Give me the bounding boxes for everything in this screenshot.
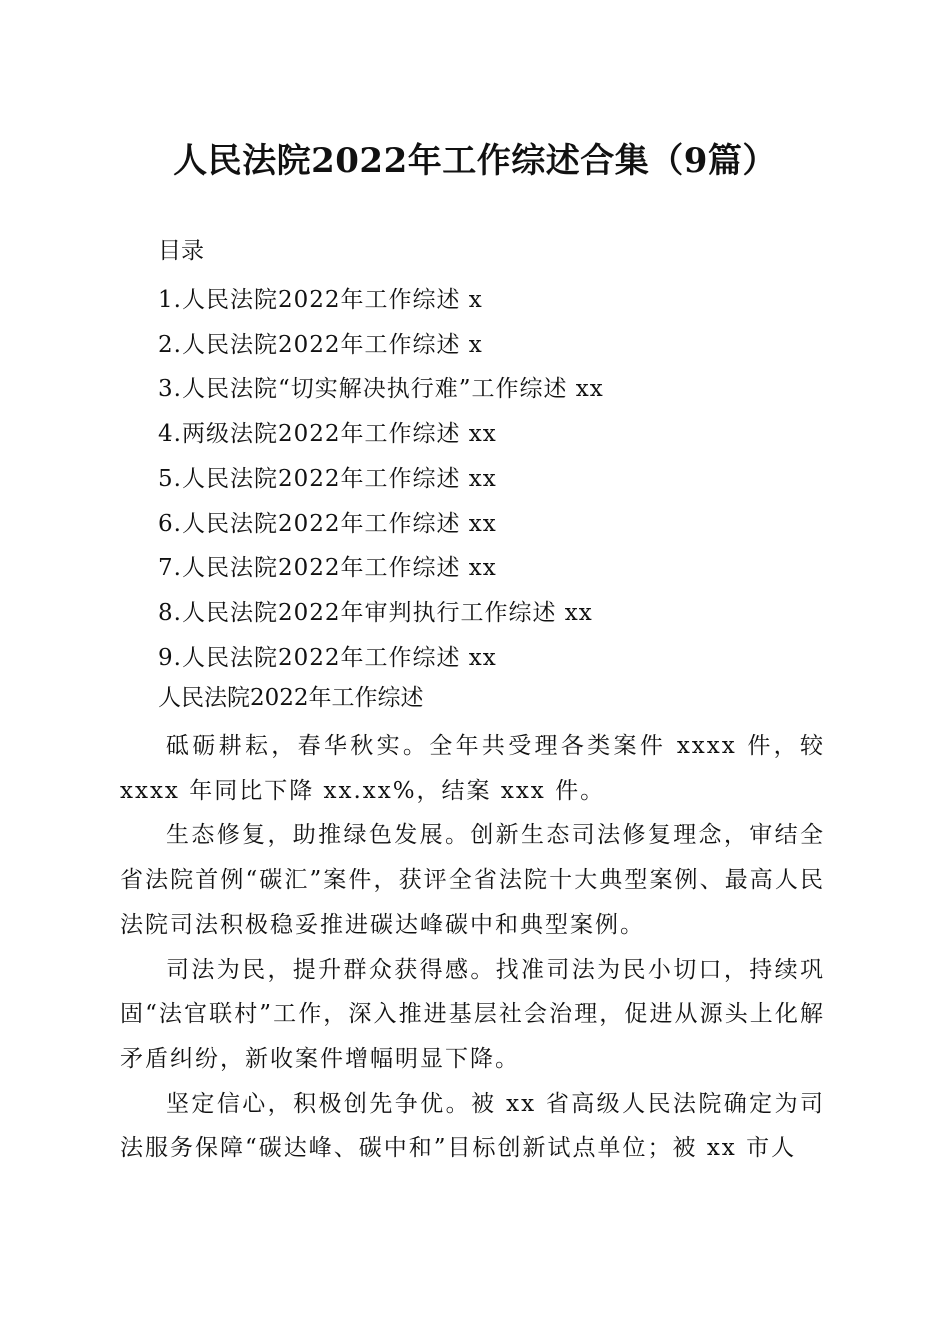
- toc-item: 2.人民法院2022年工作综述 x: [158, 331, 483, 358]
- paragraph: 司法为民，提升群众获得感。找准司法为民小切口，持续巩固“法官联村”工作，深入推进基层社会治理，促进从源头上化解矛盾纠纷，新收案件增幅明显下降。: [120, 956, 825, 1072]
- paragraph: 坚定信心，积极创先争优。被 xx 省高级人民法院确定为司法服务保障“碳达峰、碳中和”目标创新试点单位；被 xx 市人: [120, 1090, 825, 1162]
- document-title: 人民法院2022年工作综述合集（9篇）: [173, 141, 777, 181]
- toc-item: 8.人民法院2022年审判执行工作综述 xx: [158, 599, 593, 626]
- toc-item: 1.人民法院2022年工作综述 x: [158, 287, 483, 313]
- body-text: [120, 724, 825, 1171]
- toc-heading: 目录: [158, 238, 204, 264]
- toc-item: 4.两级法院2022年工作综述 xx: [158, 421, 497, 448]
- toc-item: 6.人民法院2022年工作综述 xx: [158, 510, 497, 537]
- table-of-contents: [158, 278, 604, 680]
- paragraph: 砥砺耕耘，春华秋实。全年共受理各类案件 xxxx 件，较 xxxx 年同比下降 xx.xx%，结案 xxx 件。: [120, 733, 825, 804]
- toc-item: 3.人民法院“切实解决执行难”工作综述 xx: [158, 376, 604, 403]
- toc-item: 7.人民法院2022年工作综述 xx: [158, 555, 497, 582]
- toc-item: 5.人民法院2022年工作综述 xx: [158, 465, 497, 492]
- paragraph: 生态修复，助推绿色发展。创新生态司法修复理念，审结全省法院首例“碳汇”案件，获评全省法院十大典型案例、最高人民法院司法积极稳妥推进碳达峰碳中和典型案例。: [120, 822, 825, 938]
- section-title: 人民法院2022年工作综述: [158, 685, 424, 711]
- toc-item: 9.人民法院2022年工作综述 xx: [158, 644, 497, 671]
